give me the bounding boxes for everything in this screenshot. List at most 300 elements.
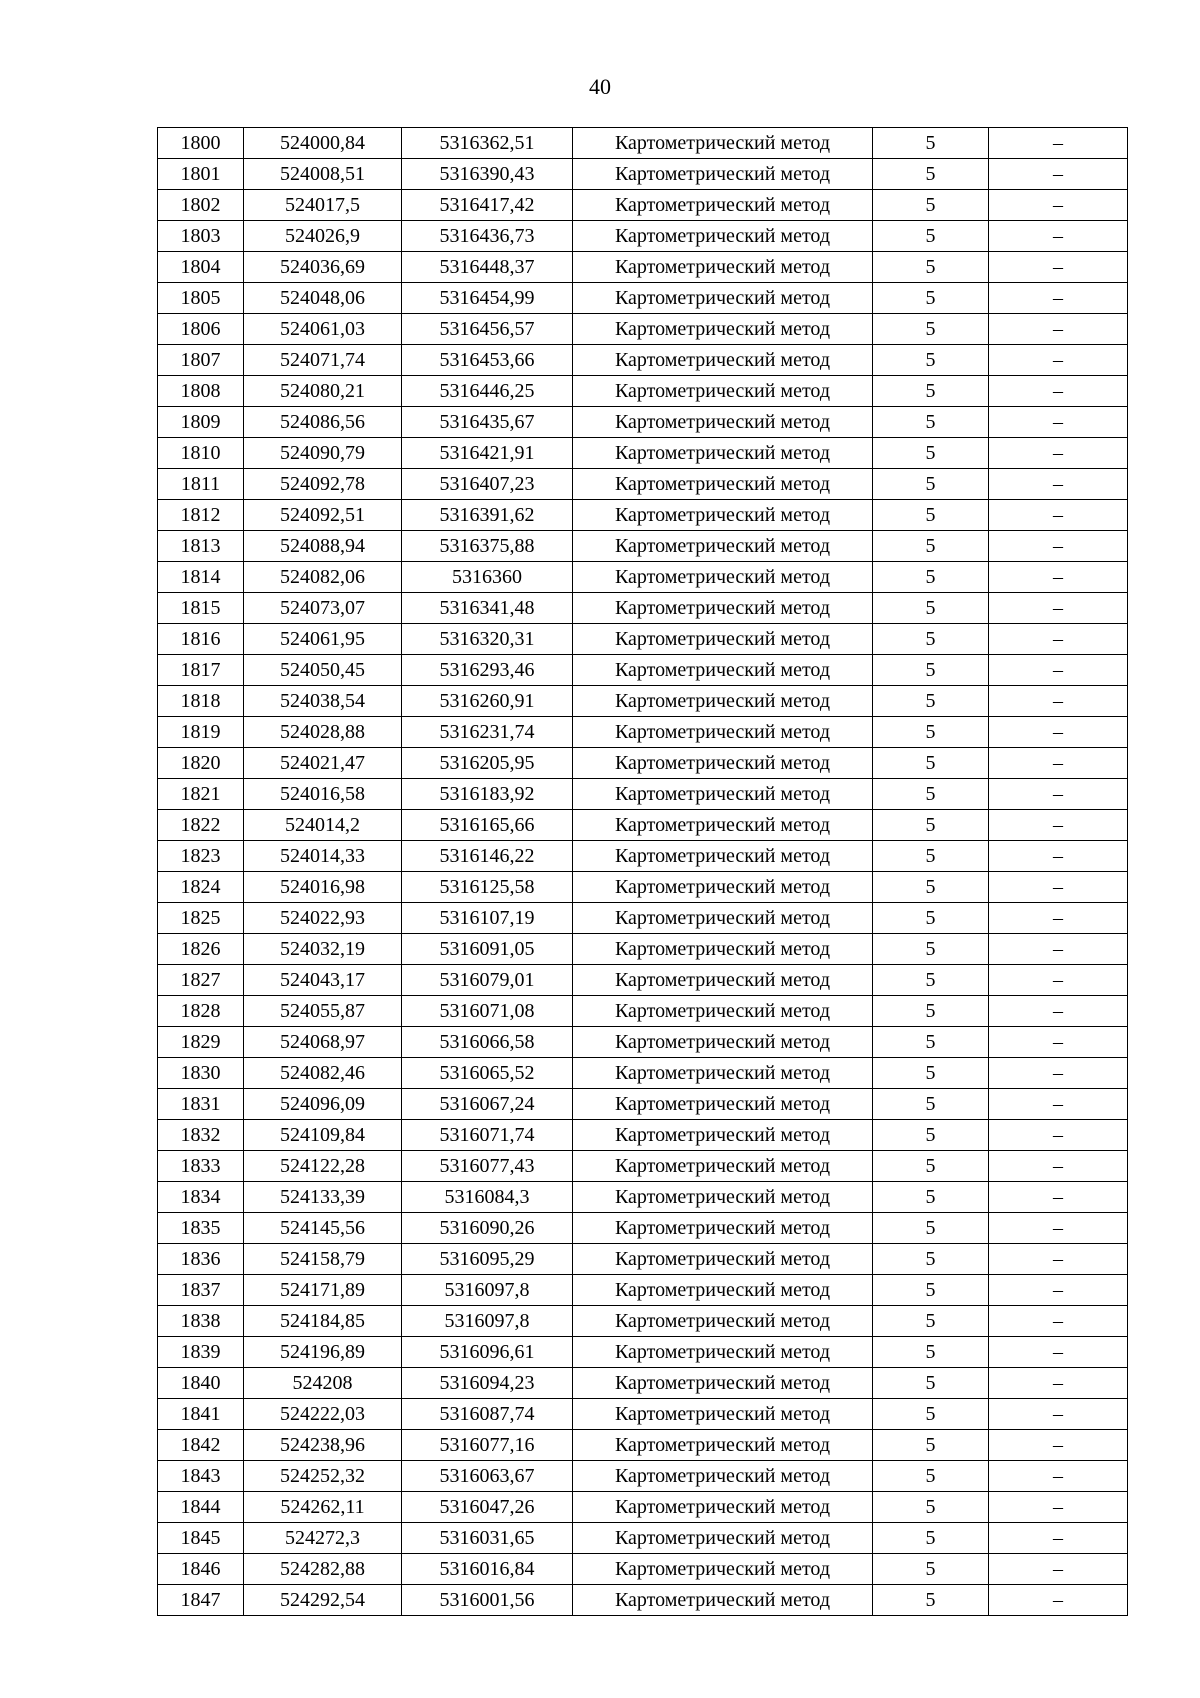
accuracy-cell: 5: [873, 996, 989, 1027]
x-coordinate-cell: 524092,78: [244, 469, 402, 500]
method-cell: Картометрический метод: [573, 1244, 873, 1275]
y-coordinate-cell: 5316077,16: [402, 1430, 573, 1461]
method-cell: Картометрический метод: [573, 407, 873, 438]
method-cell: Картометрический метод: [573, 438, 873, 469]
method-cell: Картометрический метод: [573, 1492, 873, 1523]
y-coordinate-cell: 5316407,23: [402, 469, 573, 500]
accuracy-cell: 5: [873, 221, 989, 252]
description-cell: –: [989, 1182, 1128, 1213]
method-cell: Картометрический метод: [573, 159, 873, 190]
x-coordinate-cell: 524016,98: [244, 872, 402, 903]
accuracy-cell: 5: [873, 1492, 989, 1523]
y-coordinate-cell: 5316165,66: [402, 810, 573, 841]
table-row: [158, 810, 1128, 841]
accuracy-cell: 5: [873, 748, 989, 779]
x-coordinate-cell: 524080,21: [244, 376, 402, 407]
y-coordinate-cell: 5316096,61: [402, 1337, 573, 1368]
y-coordinate-cell: 5316047,26: [402, 1492, 573, 1523]
table-row: [158, 221, 1128, 252]
point-number-cell: 1846: [158, 1554, 244, 1585]
y-coordinate-cell: 5316016,84: [402, 1554, 573, 1585]
x-coordinate-cell: 524028,88: [244, 717, 402, 748]
x-coordinate-cell: 524145,56: [244, 1213, 402, 1244]
method-cell: Картометрический метод: [573, 252, 873, 283]
point-number-cell: 1816: [158, 624, 244, 655]
point-number-cell: 1815: [158, 593, 244, 624]
table-row: [158, 1120, 1128, 1151]
method-cell: Картометрический метод: [573, 996, 873, 1027]
accuracy-cell: 5: [873, 655, 989, 686]
accuracy-cell: 5: [873, 624, 989, 655]
y-coordinate-cell: 5316095,29: [402, 1244, 573, 1275]
table-row: [158, 1275, 1128, 1306]
table-row: [158, 1585, 1128, 1616]
y-coordinate-cell: 5316390,43: [402, 159, 573, 190]
point-number-cell: 1841: [158, 1399, 244, 1430]
coordinates-table: [157, 127, 1128, 1616]
description-cell: –: [989, 1058, 1128, 1089]
x-coordinate-cell: 524282,88: [244, 1554, 402, 1585]
method-cell: Картометрический метод: [573, 655, 873, 686]
point-number-cell: 1842: [158, 1430, 244, 1461]
y-coordinate-cell: 5316417,42: [402, 190, 573, 221]
accuracy-cell: 5: [873, 1182, 989, 1213]
description-cell: –: [989, 221, 1128, 252]
method-cell: Картометрический метод: [573, 1213, 873, 1244]
description-cell: –: [989, 345, 1128, 376]
description-cell: –: [989, 965, 1128, 996]
description-cell: –: [989, 810, 1128, 841]
table-row: [158, 1523, 1128, 1554]
point-number-cell: 1809: [158, 407, 244, 438]
y-coordinate-cell: 5316077,43: [402, 1151, 573, 1182]
point-number-cell: 1813: [158, 531, 244, 562]
method-cell: Картометрический метод: [573, 1368, 873, 1399]
accuracy-cell: 5: [873, 376, 989, 407]
point-number-cell: 1820: [158, 748, 244, 779]
point-number-cell: 1843: [158, 1461, 244, 1492]
accuracy-cell: 5: [873, 934, 989, 965]
point-number-cell: 1821: [158, 779, 244, 810]
method-cell: Картометрический метод: [573, 624, 873, 655]
method-cell: Картометрический метод: [573, 841, 873, 872]
accuracy-cell: 5: [873, 779, 989, 810]
accuracy-cell: 5: [873, 562, 989, 593]
y-coordinate-cell: 5316456,57: [402, 314, 573, 345]
table-row: [158, 1089, 1128, 1120]
table-row: [158, 1182, 1128, 1213]
y-coordinate-cell: 5316001,56: [402, 1585, 573, 1616]
table-row: [158, 903, 1128, 934]
accuracy-cell: 5: [873, 717, 989, 748]
description-cell: –: [989, 314, 1128, 345]
description-cell: –: [989, 1399, 1128, 1430]
description-cell: –: [989, 1151, 1128, 1182]
method-cell: Картометрический метод: [573, 934, 873, 965]
x-coordinate-cell: 524222,03: [244, 1399, 402, 1430]
y-coordinate-cell: 5316360: [402, 562, 573, 593]
description-cell: –: [989, 903, 1128, 934]
table-row: [158, 1058, 1128, 1089]
description-cell: –: [989, 1120, 1128, 1151]
table-row: [158, 965, 1128, 996]
accuracy-cell: 5: [873, 531, 989, 562]
table-row: [158, 190, 1128, 221]
y-coordinate-cell: 5316094,23: [402, 1368, 573, 1399]
method-cell: Картометрический метод: [573, 221, 873, 252]
method-cell: Картометрический метод: [573, 1027, 873, 1058]
y-coordinate-cell: 5316066,58: [402, 1027, 573, 1058]
table-row: [158, 748, 1128, 779]
point-number-cell: 1814: [158, 562, 244, 593]
description-cell: –: [989, 252, 1128, 283]
accuracy-cell: 5: [873, 1213, 989, 1244]
table-row: [158, 1213, 1128, 1244]
table-row: [158, 1492, 1128, 1523]
point-number-cell: 1805: [158, 283, 244, 314]
method-cell: Картометрический метод: [573, 965, 873, 996]
description-cell: –: [989, 159, 1128, 190]
description-cell: –: [989, 1337, 1128, 1368]
x-coordinate-cell: 524032,19: [244, 934, 402, 965]
x-coordinate-cell: 524272,3: [244, 1523, 402, 1554]
x-coordinate-cell: 524014,33: [244, 841, 402, 872]
y-coordinate-cell: 5316090,26: [402, 1213, 573, 1244]
method-cell: Картометрический метод: [573, 1461, 873, 1492]
point-number-cell: 1832: [158, 1120, 244, 1151]
table-row: [158, 1461, 1128, 1492]
point-number-cell: 1836: [158, 1244, 244, 1275]
table-row: [158, 1337, 1128, 1368]
y-coordinate-cell: 5316097,8: [402, 1306, 573, 1337]
description-cell: –: [989, 624, 1128, 655]
description-cell: –: [989, 655, 1128, 686]
y-coordinate-cell: 5316391,62: [402, 500, 573, 531]
page-number: 40: [589, 74, 611, 99]
point-number-cell: 1828: [158, 996, 244, 1027]
x-coordinate-cell: 524109,84: [244, 1120, 402, 1151]
point-number-cell: 1824: [158, 872, 244, 903]
method-cell: Картометрический метод: [573, 1151, 873, 1182]
point-number-cell: 1800: [158, 128, 244, 159]
y-coordinate-cell: 5316031,65: [402, 1523, 573, 1554]
accuracy-cell: 5: [873, 283, 989, 314]
x-coordinate-cell: 524055,87: [244, 996, 402, 1027]
x-coordinate-cell: 524122,28: [244, 1151, 402, 1182]
method-cell: Картометрический метод: [573, 1554, 873, 1585]
point-number-cell: 1830: [158, 1058, 244, 1089]
method-cell: Картометрический метод: [573, 314, 873, 345]
table-row: [158, 934, 1128, 965]
point-number-cell: 1827: [158, 965, 244, 996]
table-row: [158, 314, 1128, 345]
description-cell: –: [989, 376, 1128, 407]
description-cell: –: [989, 469, 1128, 500]
x-coordinate-cell: 524016,58: [244, 779, 402, 810]
method-cell: Картометрический метод: [573, 903, 873, 934]
y-coordinate-cell: 5316453,66: [402, 345, 573, 376]
x-coordinate-cell: 524014,2: [244, 810, 402, 841]
table-row: [158, 593, 1128, 624]
accuracy-cell: 5: [873, 1368, 989, 1399]
table-row: [158, 562, 1128, 593]
description-cell: –: [989, 1213, 1128, 1244]
accuracy-cell: 5: [873, 1399, 989, 1430]
table-row: [158, 996, 1128, 1027]
point-number-cell: 1835: [158, 1213, 244, 1244]
point-number-cell: 1818: [158, 686, 244, 717]
accuracy-cell: 5: [873, 1151, 989, 1182]
method-cell: Картометрический метод: [573, 562, 873, 593]
x-coordinate-cell: 524096,09: [244, 1089, 402, 1120]
y-coordinate-cell: 5316125,58: [402, 872, 573, 903]
y-coordinate-cell: 5316097,8: [402, 1275, 573, 1306]
method-cell: Картометрический метод: [573, 686, 873, 717]
table-row: [158, 1399, 1128, 1430]
x-coordinate-cell: 524208: [244, 1368, 402, 1399]
y-coordinate-cell: 5316079,01: [402, 965, 573, 996]
accuracy-cell: 5: [873, 903, 989, 934]
y-coordinate-cell: 5316320,31: [402, 624, 573, 655]
accuracy-cell: 5: [873, 1275, 989, 1306]
method-cell: Картометрический метод: [573, 1275, 873, 1306]
x-coordinate-cell: 524196,89: [244, 1337, 402, 1368]
description-cell: –: [989, 779, 1128, 810]
method-cell: Картометрический метод: [573, 469, 873, 500]
accuracy-cell: 5: [873, 686, 989, 717]
accuracy-cell: 5: [873, 438, 989, 469]
x-coordinate-cell: 524088,94: [244, 531, 402, 562]
point-number-cell: 1811: [158, 469, 244, 500]
accuracy-cell: 5: [873, 252, 989, 283]
x-coordinate-cell: 524292,54: [244, 1585, 402, 1616]
table-row: [158, 841, 1128, 872]
table-body: [158, 128, 1128, 1616]
table-row: [158, 624, 1128, 655]
description-cell: –: [989, 190, 1128, 221]
point-number-cell: 1840: [158, 1368, 244, 1399]
point-number-cell: 1839: [158, 1337, 244, 1368]
accuracy-cell: 5: [873, 1523, 989, 1554]
x-coordinate-cell: 524071,74: [244, 345, 402, 376]
table-row: [158, 345, 1128, 376]
description-cell: –: [989, 748, 1128, 779]
description-cell: –: [989, 1523, 1128, 1554]
method-cell: Картометрический метод: [573, 1430, 873, 1461]
table-row: [158, 1151, 1128, 1182]
accuracy-cell: 5: [873, 1337, 989, 1368]
accuracy-cell: 5: [873, 159, 989, 190]
description-cell: –: [989, 1461, 1128, 1492]
y-coordinate-cell: 5316183,92: [402, 779, 573, 810]
table-row: [158, 655, 1128, 686]
accuracy-cell: 5: [873, 1461, 989, 1492]
point-number-cell: 1806: [158, 314, 244, 345]
x-coordinate-cell: 524082,46: [244, 1058, 402, 1089]
table-row: [158, 717, 1128, 748]
x-coordinate-cell: 524043,17: [244, 965, 402, 996]
description-cell: –: [989, 1275, 1128, 1306]
y-coordinate-cell: 5316084,3: [402, 1182, 573, 1213]
point-number-cell: 1817: [158, 655, 244, 686]
x-coordinate-cell: 524252,32: [244, 1461, 402, 1492]
y-coordinate-cell: 5316067,24: [402, 1089, 573, 1120]
x-coordinate-cell: 524050,45: [244, 655, 402, 686]
method-cell: Картометрический метод: [573, 717, 873, 748]
point-number-cell: 1801: [158, 159, 244, 190]
table-row: [158, 872, 1128, 903]
description-cell: –: [989, 934, 1128, 965]
method-cell: Картометрический метод: [573, 376, 873, 407]
table-row: [158, 159, 1128, 190]
x-coordinate-cell: 524036,69: [244, 252, 402, 283]
accuracy-cell: 5: [873, 1027, 989, 1058]
x-coordinate-cell: 524090,79: [244, 438, 402, 469]
accuracy-cell: 5: [873, 345, 989, 376]
y-coordinate-cell: 5316087,74: [402, 1399, 573, 1430]
y-coordinate-cell: 5316375,88: [402, 531, 573, 562]
description-cell: –: [989, 686, 1128, 717]
point-number-cell: 1804: [158, 252, 244, 283]
x-coordinate-cell: 524017,5: [244, 190, 402, 221]
accuracy-cell: 5: [873, 500, 989, 531]
method-cell: Картометрический метод: [573, 190, 873, 221]
y-coordinate-cell: 5316293,46: [402, 655, 573, 686]
method-cell: Картометрический метод: [573, 1399, 873, 1430]
x-coordinate-cell: 524086,56: [244, 407, 402, 438]
x-coordinate-cell: 524092,51: [244, 500, 402, 531]
x-coordinate-cell: 524038,54: [244, 686, 402, 717]
point-number-cell: 1838: [158, 1306, 244, 1337]
y-coordinate-cell: 5316260,91: [402, 686, 573, 717]
accuracy-cell: 5: [873, 965, 989, 996]
method-cell: Картометрический метод: [573, 593, 873, 624]
y-coordinate-cell: 5316091,05: [402, 934, 573, 965]
accuracy-cell: 5: [873, 1430, 989, 1461]
description-cell: –: [989, 593, 1128, 624]
accuracy-cell: 5: [873, 407, 989, 438]
method-cell: Картометрический метод: [573, 1306, 873, 1337]
accuracy-cell: 5: [873, 1306, 989, 1337]
y-coordinate-cell: 5316107,19: [402, 903, 573, 934]
accuracy-cell: 5: [873, 872, 989, 903]
method-cell: Картометрический метод: [573, 345, 873, 376]
x-coordinate-cell: 524061,03: [244, 314, 402, 345]
x-coordinate-cell: 524008,51: [244, 159, 402, 190]
y-coordinate-cell: 5316063,67: [402, 1461, 573, 1492]
x-coordinate-cell: 524022,93: [244, 903, 402, 934]
point-number-cell: 1810: [158, 438, 244, 469]
description-cell: –: [989, 531, 1128, 562]
method-cell: Картометрический метод: [573, 748, 873, 779]
point-number-cell: 1823: [158, 841, 244, 872]
table-row: [158, 283, 1128, 314]
accuracy-cell: 5: [873, 469, 989, 500]
y-coordinate-cell: 5316435,67: [402, 407, 573, 438]
x-coordinate-cell: 524158,79: [244, 1244, 402, 1275]
table-row: [158, 779, 1128, 810]
method-cell: Картометрический метод: [573, 1337, 873, 1368]
x-coordinate-cell: 524073,07: [244, 593, 402, 624]
description-cell: –: [989, 1554, 1128, 1585]
description-cell: –: [989, 1089, 1128, 1120]
y-coordinate-cell: 5316231,74: [402, 717, 573, 748]
y-coordinate-cell: 5316454,99: [402, 283, 573, 314]
method-cell: Картометрический метод: [573, 1585, 873, 1616]
y-coordinate-cell: 5316146,22: [402, 841, 573, 872]
point-number-cell: 1847: [158, 1585, 244, 1616]
description-cell: –: [989, 438, 1128, 469]
point-number-cell: 1829: [158, 1027, 244, 1058]
description-cell: –: [989, 841, 1128, 872]
table-row: [158, 1244, 1128, 1275]
description-cell: –: [989, 1585, 1128, 1616]
point-number-cell: 1803: [158, 221, 244, 252]
description-cell: –: [989, 1027, 1128, 1058]
table-row: [158, 469, 1128, 500]
y-coordinate-cell: 5316421,91: [402, 438, 573, 469]
accuracy-cell: 5: [873, 841, 989, 872]
accuracy-cell: 5: [873, 1585, 989, 1616]
description-cell: –: [989, 1368, 1128, 1399]
x-coordinate-cell: 524048,06: [244, 283, 402, 314]
method-cell: Картометрический метод: [573, 500, 873, 531]
method-cell: Картометрический метод: [573, 283, 873, 314]
table-row: [158, 376, 1128, 407]
x-coordinate-cell: 524068,97: [244, 1027, 402, 1058]
y-coordinate-cell: 5316071,74: [402, 1120, 573, 1151]
accuracy-cell: 5: [873, 1554, 989, 1585]
point-number-cell: 1826: [158, 934, 244, 965]
description-cell: –: [989, 1492, 1128, 1523]
point-number-cell: 1831: [158, 1089, 244, 1120]
point-number-cell: 1833: [158, 1151, 244, 1182]
method-cell: Картометрический метод: [573, 1182, 873, 1213]
table-row: [158, 1554, 1128, 1585]
y-coordinate-cell: 5316436,73: [402, 221, 573, 252]
description-cell: –: [989, 1306, 1128, 1337]
point-number-cell: 1819: [158, 717, 244, 748]
accuracy-cell: 5: [873, 593, 989, 624]
table-row: [158, 1430, 1128, 1461]
x-coordinate-cell: 524238,96: [244, 1430, 402, 1461]
point-number-cell: 1802: [158, 190, 244, 221]
point-number-cell: 1844: [158, 1492, 244, 1523]
description-cell: –: [989, 128, 1128, 159]
y-coordinate-cell: 5316362,51: [402, 128, 573, 159]
method-cell: Картометрический метод: [573, 1058, 873, 1089]
point-number-cell: 1825: [158, 903, 244, 934]
description-cell: –: [989, 500, 1128, 531]
y-coordinate-cell: 5316448,37: [402, 252, 573, 283]
table-row: [158, 686, 1128, 717]
description-cell: –: [989, 872, 1128, 903]
x-coordinate-cell: 524082,06: [244, 562, 402, 593]
y-coordinate-cell: 5316205,95: [402, 748, 573, 779]
table-row: [158, 500, 1128, 531]
accuracy-cell: 5: [873, 1058, 989, 1089]
y-coordinate-cell: 5316446,25: [402, 376, 573, 407]
y-coordinate-cell: 5316065,52: [402, 1058, 573, 1089]
y-coordinate-cell: 5316341,48: [402, 593, 573, 624]
description-cell: –: [989, 1244, 1128, 1275]
y-coordinate-cell: 5316071,08: [402, 996, 573, 1027]
description-cell: –: [989, 562, 1128, 593]
point-number-cell: 1837: [158, 1275, 244, 1306]
table-row: [158, 1368, 1128, 1399]
x-coordinate-cell: 524021,47: [244, 748, 402, 779]
accuracy-cell: 5: [873, 314, 989, 345]
